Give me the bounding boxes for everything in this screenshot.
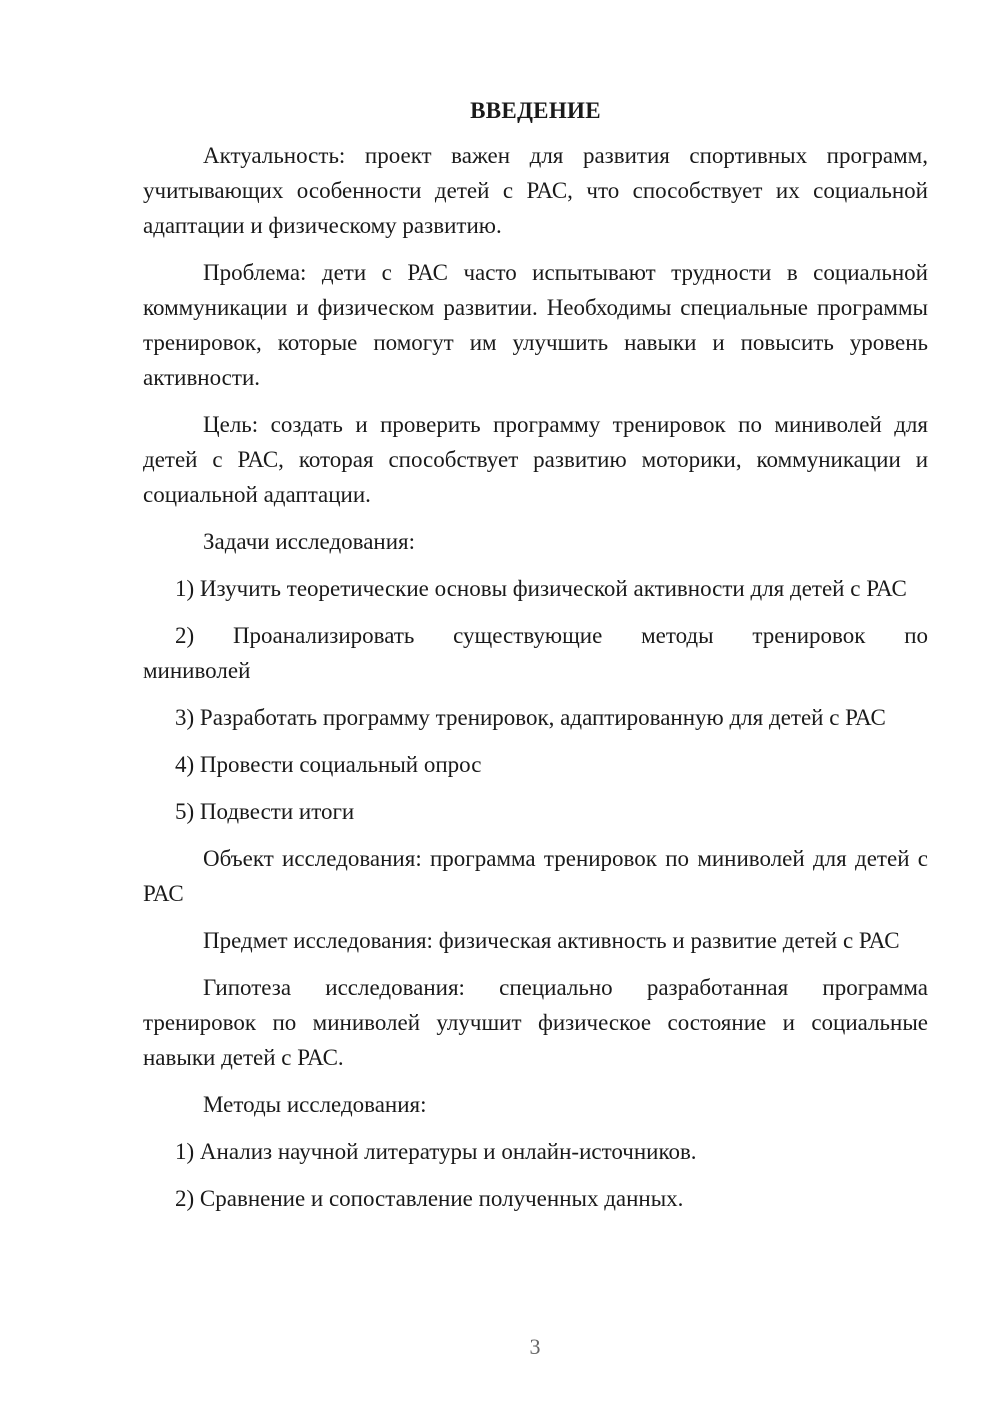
- goal-paragraph: Цель: создать и проверить программу тренировок по миниволей для детей с РАС, которая способствует развитию моторики, коммуникации и социальной адаптации.: [143, 412, 928, 507]
- methods-heading: Методы исследования:: [203, 1092, 427, 1117]
- method-item-2: 2) Сравнение и сопоставление полученных данных.: [175, 1186, 684, 1211]
- section-title: ВВЕДЕНИЕ: [470, 98, 601, 123]
- task-item-4: 4) Провести социальный опрос: [175, 752, 482, 777]
- hypothesis-paragraph: Гипотеза исследования: специально разработанная программа тренировок по миниволей улучшит физическое состояние и социальные навыки детей с РАС.: [143, 975, 928, 1070]
- task-item-3: 3) Разработать программу тренировок, адаптированную для детей с РАС: [175, 705, 886, 730]
- task-item-1: 1) Изучить теоретические основы физической активности для детей с РАС: [175, 576, 907, 601]
- method-item-1: 1) Анализ научной литературы и онлайн-источников.: [175, 1139, 697, 1164]
- relevance-paragraph: Актуальность: проект важен для развития спортивных программ, учитывающих особенности детей с РАС, что способствует их социальной адаптации и физическому развитию.: [143, 143, 928, 238]
- subject-paragraph: Предмет исследования: физическая активность и развитие детей с РАС: [203, 928, 900, 953]
- task-item-2: 2) Проанализировать существующие методы тренировок по миниволей: [143, 623, 928, 683]
- object-paragraph: Объект исследования: программа тренировок по миниволей для детей с РАС: [143, 846, 928, 906]
- page-content: [143, 96, 928, 1228]
- task-item-5: 5) Подвести итоги: [175, 799, 355, 824]
- page-number: 3: [529, 1334, 541, 1359]
- problem-paragraph: Проблема: дети с РАС часто испытывают трудности в социальной коммуникации и физическом развитии. Необходимы специальные программы тренировок, которые помогут им улучшить навыки и повысить уровень активности.: [143, 260, 928, 390]
- tasks-heading: Задачи исследования:: [203, 529, 416, 554]
